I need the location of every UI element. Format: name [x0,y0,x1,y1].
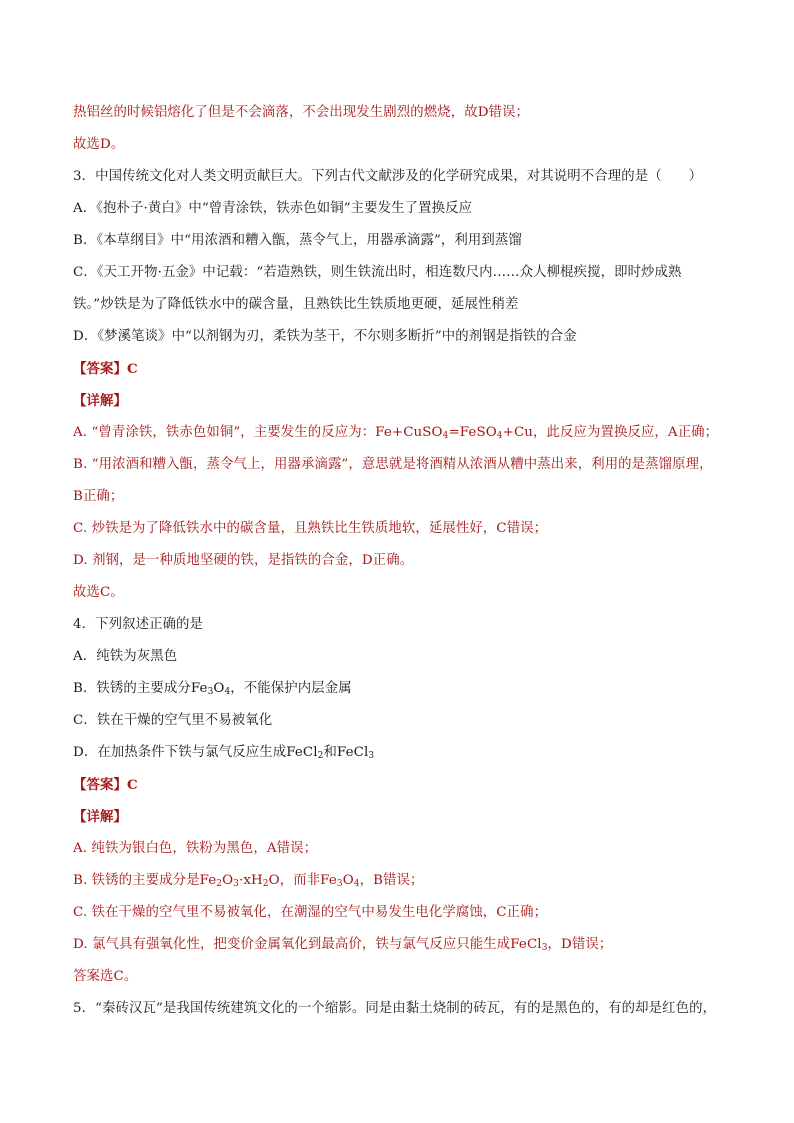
q4-explanation-d: D. 氯气具有强氧化性，把变价金属氧化到最高价，铁与氯气反应只能生成FeCl$_3$，D错误； [73,937,613,953]
q3-explanation-c: C. 炒铁是为了降低铁水中的碳含量，且熟铁比生铁质地软，延展性好，C错误； [73,521,548,536]
q4-option-a: A．纯铁为灰黑色 [73,649,178,664]
prev-explanation-line: 热铝丝的时候铝熔化了但是不会滴落，不会出现发生剧烈的燃烧，故D错误； [73,105,530,120]
q3-conclusion: 故选C。 [73,585,124,600]
q3-option-d: D．《梦溪笔谈》中“以剂钢为刃，柔铁为茎干，不尔则多断折”中的剂钢是指铁的合金 [73,329,577,344]
q3-explanation-b-line2: B正确； [73,489,124,504]
q4-detail-heading: 【详解】 [73,809,127,825]
q3-option-a: A．《抱朴子·黄白》中“曾青涂铁，铁赤色如铜”主要发生了置换反应 [73,201,473,216]
q3-option-c-line2: 铁。”炒铁是为了降低铁水中的碳含量，且熟铁比生铁质地更硬，延展性稍差 [73,297,519,312]
q3-detail-heading: 【详解】 [73,393,127,409]
q4-conclusion: 答案选C。 [73,969,138,984]
q4-option-c: C．铁在干燥的空气里不易被氧化 [73,713,273,728]
prev-conclusion: 故选D。 [73,137,125,152]
q4-stem: 4．下列叙述正确的是 [73,617,204,632]
q3-answer: 【答案】C [73,361,138,377]
q3-explanation-a: A. “曾青涂铁，铁赤色如铜”，主要发生的反应为：Fe+CuSO$_4$=FeSO$_4$+Cu，此反应为置换反应，A正确； [73,425,719,441]
q4-explanation-a: A. 纯铁为银白色，铁粉为黑色，A错误； [73,841,318,856]
q3-option-b: B．《本草纲目》中“用浓酒和糟入甑，蒸令气上，用器承滴露”，利用到蒸馏 [73,233,522,248]
q4-option-d: D．在加热条件下铁与氯气反应生成FeCl$_2$和FeCl$_3$ [73,745,375,761]
q5-stem: 5．“秦砖汉瓦”是我国传统建筑文化的一个缩影。同是由黏土烧制的砖瓦，有的是黑色的，有的却是红色的， [73,1001,717,1016]
q4-option-b: B．铁锈的主要成分$Fe_3O_4$，不能保护内层金属 [73,681,352,697]
q4-explanation-c: C. 铁在干燥的空气里不易被氧化，在潮湿的空气中易发生电化学腐蚀，C正确； [73,905,548,920]
q4-answer: 【答案】C [73,777,138,793]
q3-explanation-b-line1: B. “用浓酒和糟入甑，蒸令气上，用器承滴露”，意思就是将酒精从浓酒从糟中蒸出来，利用的是蒸馏原理， [73,457,713,472]
q3-stem: 3．中国传统文化对人类文明贡献巨大。下列古代文献涉及的化学研究成果，对其说明不合理的是（ ） [73,169,703,184]
q3-explanation-d: D. 剂钢，是一种质地坚硬的铁，是指铁的合金，D正确。 [73,553,414,568]
q3-option-c-line1: C．《天工开物·五金》中记载：“若造熟铁，则生铁流出时，相连数尺内……众人柳棍疾搅，即时炒成熟 [73,265,682,280]
q4-explanation-b: B. 铁锈的主要成分是$Fe_2O_3\cdot xH_2O$，而非$Fe_3O_4$，B错误； [73,873,424,889]
